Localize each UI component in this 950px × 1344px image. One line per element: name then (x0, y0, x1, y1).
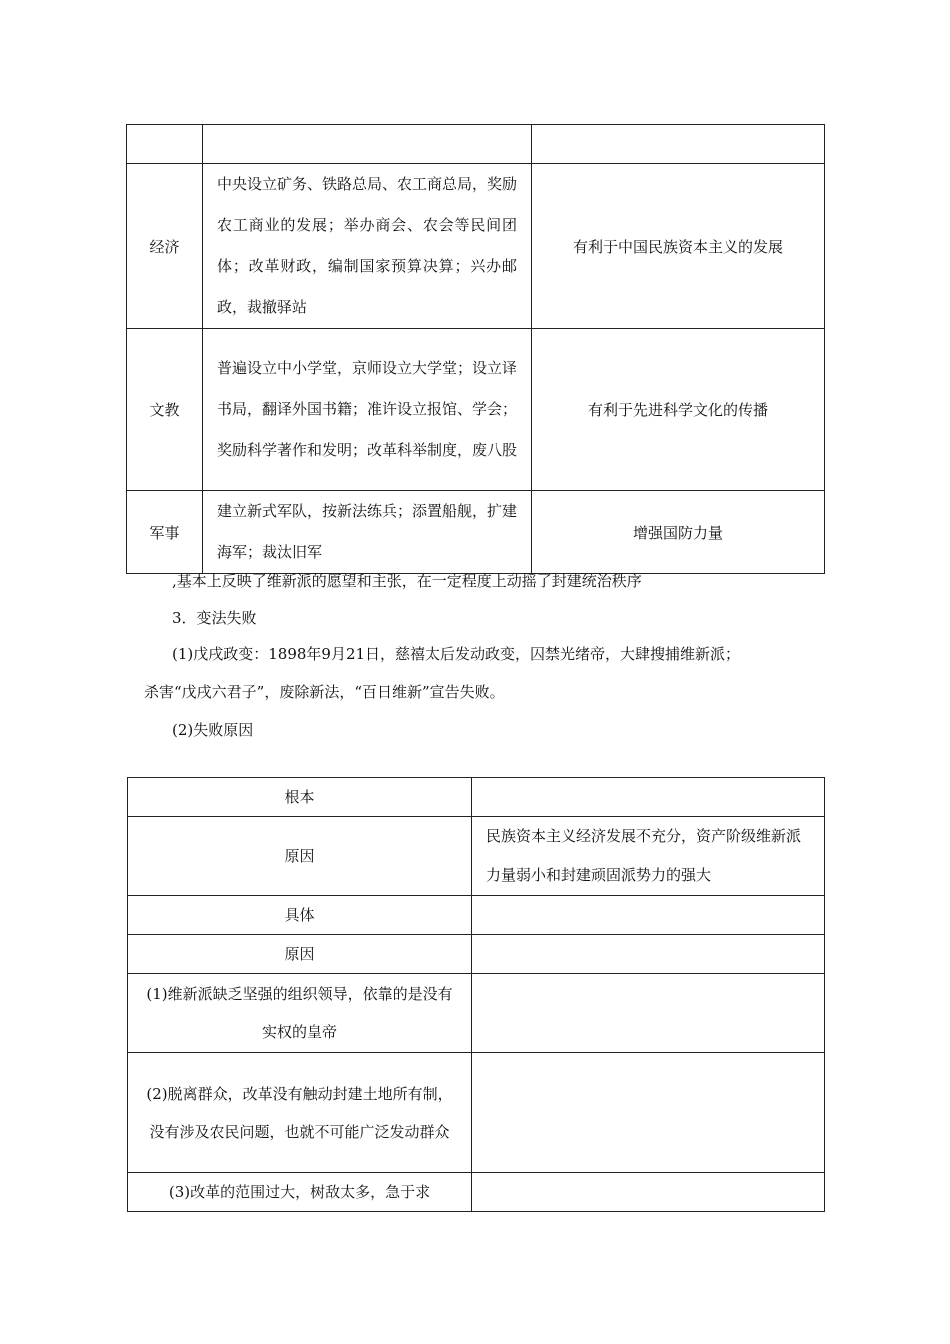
reason-label-cell: 原因 (128, 817, 472, 896)
content-cell (203, 125, 532, 164)
table-row (128, 1173, 825, 1212)
reasons-heading: (2)失败原因 (172, 721, 254, 739)
coup-paragraph-line: 杀害“戊戌六君子”，废除新法，“百日维新”宣告失败。 (144, 683, 505, 701)
content-cell: 中央设立矿务、铁路总局、农工商总局，奖励农工商业的发展；举办商会、农会等民间团体；改革财政，编制国家预算决算；兴办邮政，裁撤驿站 (203, 164, 532, 329)
section-heading: 3．变法失败 (172, 609, 257, 627)
content-cell: 普遍设立中小学堂，京师设立大学堂；设立译书局，翻译外国书籍；准许设立报馆、学会；奖励科学著作和发明；改革科举制度，废八股 (203, 329, 532, 491)
reform-measures-table (126, 124, 825, 574)
reason-detail-cell (472, 778, 825, 817)
reason-detail-cell (472, 896, 825, 935)
failure-reasons-table (127, 777, 825, 1212)
reason-label-cell: (2)脱离群众，改革没有触动封建土地所有制，没有涉及农民问题，也就不可能广泛发动群众 (128, 1053, 472, 1173)
table-row (127, 164, 825, 329)
reason-detail-cell (472, 1173, 825, 1212)
effect-cell: 有利于先进科学文化的传播 (532, 329, 825, 491)
coup-paragraph-line: (1)戊戌政变：1898年9月21日，慈禧太后发动政变，囚禁光绪帝，大肆搜捕维新派； (172, 645, 741, 663)
reason-detail-cell: 民族资本主义经济发展不充分，资产阶级维新派力量弱小和封建顽固派势力的强大 (472, 817, 825, 896)
category-cell: 经济 (127, 164, 203, 329)
category-cell (127, 125, 203, 164)
reason-detail-cell (472, 935, 825, 974)
effect-cell (532, 125, 825, 164)
table-row (128, 935, 825, 974)
effect-cell: 增强国防力量 (532, 491, 825, 574)
reason-label-cell: 原因 (128, 935, 472, 974)
content-cell: 建立新式军队，按新法练兵；添置船舰，扩建海军；裁汰旧军 (203, 491, 532, 574)
reason-label-cell: (3)改革的范围过大，树敌太多，急于求 (128, 1173, 472, 1212)
table-row (127, 125, 825, 164)
reason-label-cell: 根本 (128, 778, 472, 817)
table-row (128, 817, 825, 896)
category-cell: 文教 (127, 329, 203, 491)
summary-paragraph: ,基本上反映了维新派的愿望和主张，在一定程度上动摇了封建统治秩序 (172, 572, 642, 590)
effect-cell: 有利于中国民族资本主义的发展 (532, 164, 825, 329)
table-row (127, 491, 825, 574)
reason-detail-cell (472, 974, 825, 1053)
table-row (128, 974, 825, 1053)
table-row (128, 1053, 825, 1173)
reason-detail-cell (472, 1053, 825, 1173)
table-row (128, 778, 825, 817)
table-row (128, 896, 825, 935)
reason-label-cell: 具体 (128, 896, 472, 935)
category-cell: 军事 (127, 491, 203, 574)
table-row (127, 329, 825, 491)
reason-label-cell: (1)维新派缺乏坚强的组织领导，依靠的是没有实权的皇帝 (128, 974, 472, 1053)
